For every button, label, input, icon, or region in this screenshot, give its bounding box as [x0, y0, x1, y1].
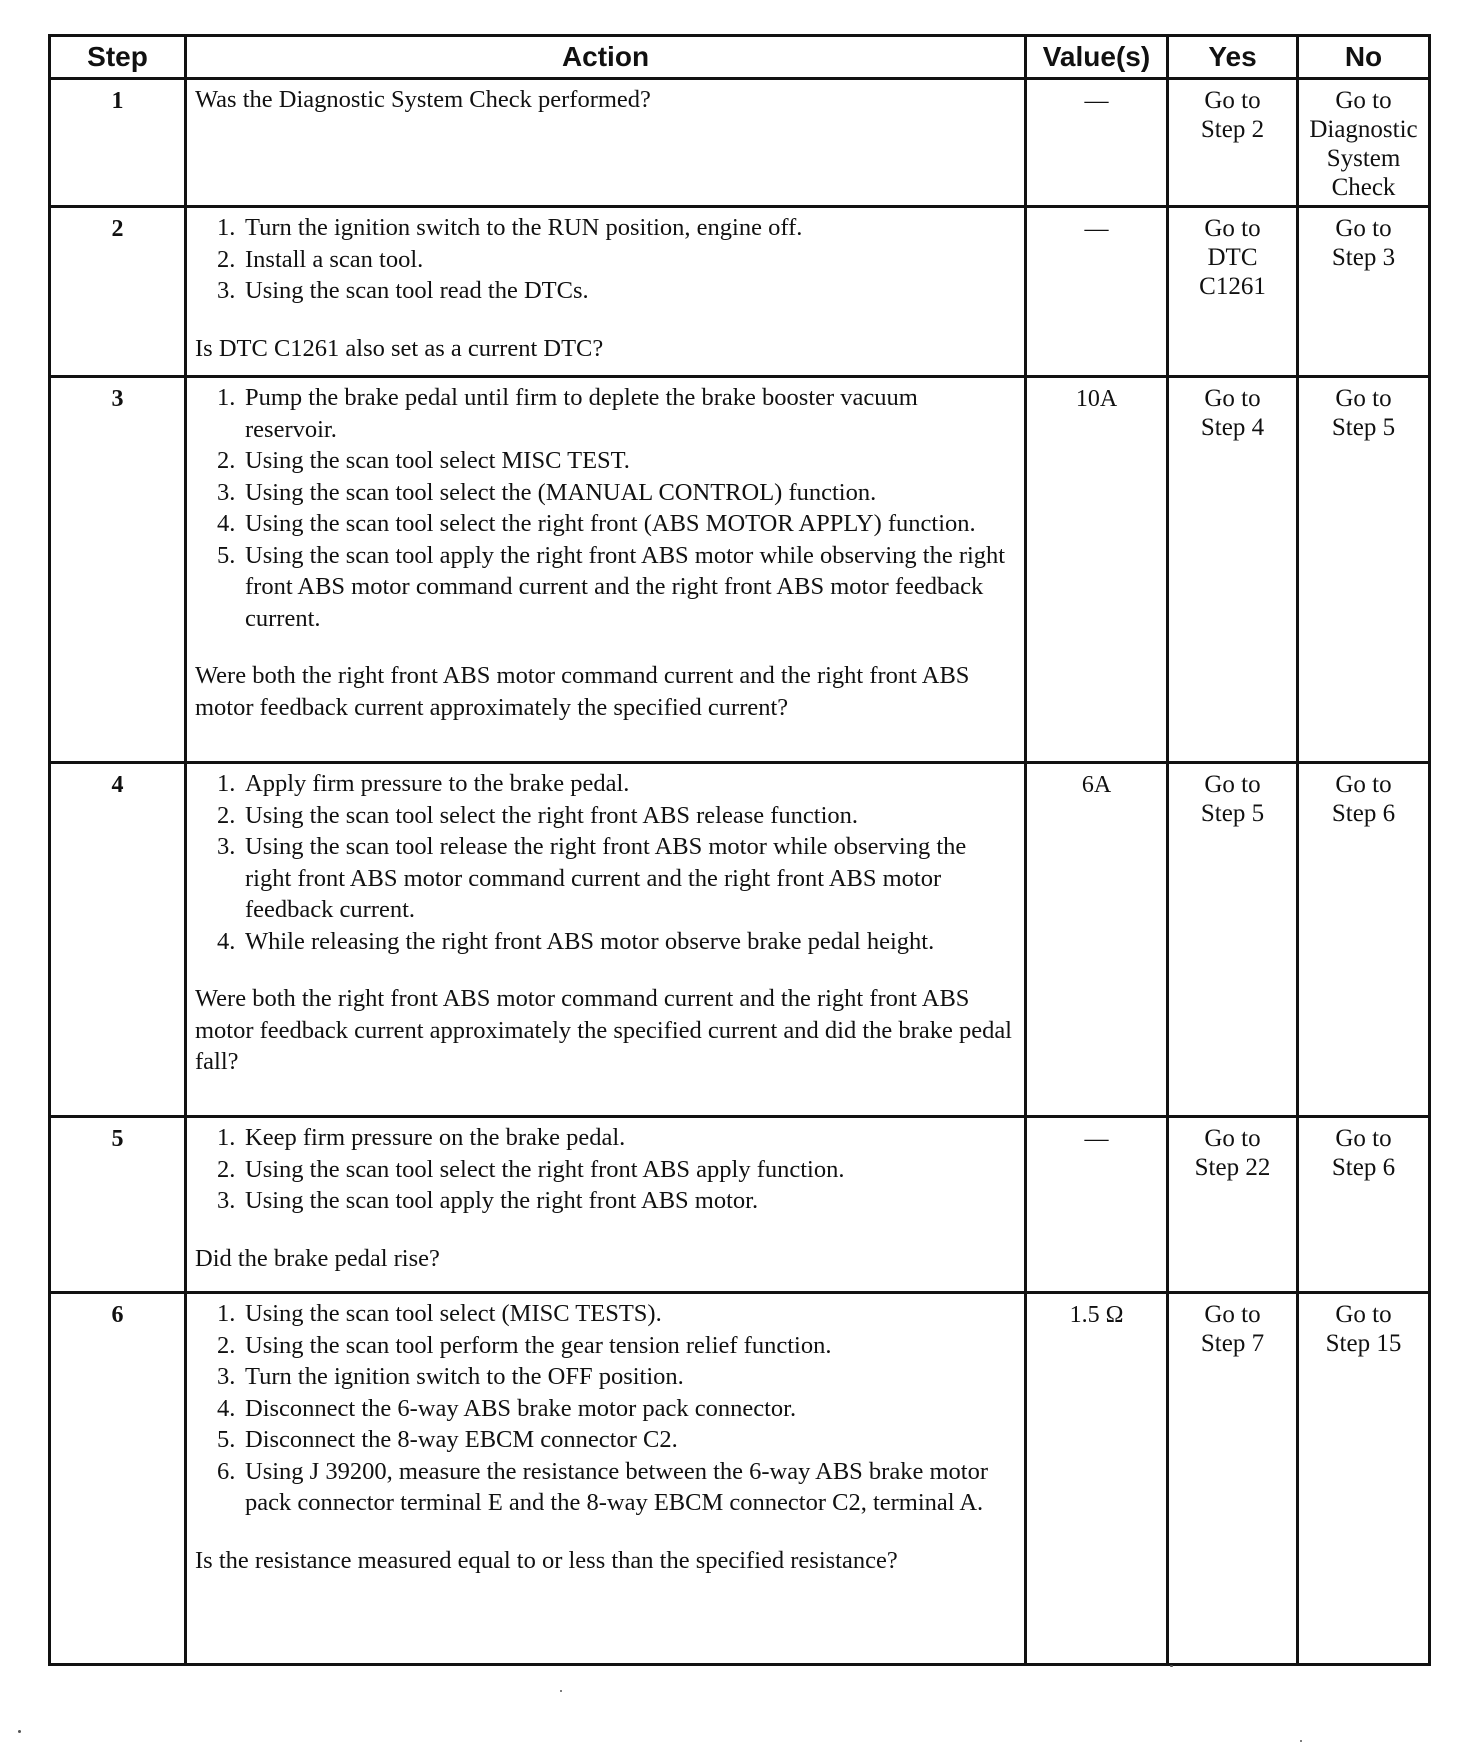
no-line: Step 6	[1331, 1154, 1396, 1181]
yes-cell	[1168, 79, 1298, 207]
no-line: Go to	[1335, 1125, 1392, 1152]
action-step-item	[217, 540, 1014, 635]
no-line: Check	[1331, 174, 1396, 201]
table-row	[50, 79, 1430, 207]
scan-speck	[18, 1730, 21, 1733]
no-line: Go to	[1335, 771, 1392, 798]
action-step-number: 4.	[217, 1394, 236, 1422]
yes-line: Go to	[1204, 1125, 1261, 1152]
spacer	[195, 634, 1014, 660]
action-step-item	[217, 1298, 1014, 1330]
yes-line: DTC	[1207, 244, 1258, 271]
question-text: Were both the right front ABS motor command current and the right front ABS motor feedback current approximately the specified current and did the brake pedal fall?	[195, 985, 1012, 1075]
value-cell: 10A	[1026, 377, 1168, 763]
no-line: Go to	[1335, 1301, 1392, 1328]
action-step-item	[217, 768, 1014, 800]
action-step-number: 1.	[217, 214, 236, 241]
yes-cell	[1168, 1117, 1298, 1293]
yes-line: Step 7	[1200, 1330, 1265, 1357]
step-number: 5	[50, 1117, 186, 1293]
spacer	[195, 307, 1014, 333]
action-step-number: 3.	[217, 1187, 236, 1214]
no-cell	[1298, 1117, 1430, 1293]
header-row	[50, 36, 1430, 79]
yes-cell	[1168, 377, 1298, 763]
action-step-text: Using the scan tool read the DTCs.	[245, 277, 589, 304]
action-step-item	[217, 800, 1014, 832]
action-steps-list	[195, 768, 1014, 957]
action-step-text: Disconnect the 8-way EBCM connector C2.	[245, 1426, 678, 1453]
yes-line: Go to	[1204, 87, 1261, 114]
table-body	[50, 79, 1430, 1665]
value-cell: —	[1026, 207, 1168, 377]
no-cell	[1298, 763, 1430, 1117]
action-step-number: 5.	[217, 541, 236, 569]
action-step-item	[217, 244, 1014, 276]
action-step-item	[217, 1424, 1014, 1456]
scan-speck	[560, 1690, 562, 1692]
action-step-number: 6.	[217, 1457, 236, 1485]
value-cell: 6A	[1026, 763, 1168, 1117]
action-step-item	[217, 477, 1014, 509]
header-value: Value(s)	[1026, 36, 1168, 79]
header-yes: Yes	[1168, 36, 1298, 79]
action-step-number: 2.	[217, 447, 236, 474]
yes-cell	[1168, 1293, 1298, 1665]
action-step-number: 3.	[217, 277, 236, 304]
action-step-item	[217, 212, 1014, 244]
action-cell	[186, 377, 1026, 763]
no-line: Step 3	[1331, 244, 1396, 271]
action-step-text: Install a scan tool.	[245, 245, 424, 273]
value-cell: —	[1026, 1117, 1168, 1293]
yes-line: Go to	[1204, 771, 1261, 798]
action-step-text: Using the scan tool select the right front ABS apply function.	[245, 1155, 845, 1183]
action-step-number: 2.	[217, 1331, 236, 1359]
scan-speck	[1170, 1665, 1173, 1667]
action-step-text: Using J 39200, measure the resistance between the 6-way ABS brake motor pack connector terminal E and the 8-way EBCM connector C2, terminal A.	[245, 1457, 988, 1516]
no-line: System	[1326, 145, 1401, 172]
action-cell	[186, 763, 1026, 1117]
action-step-item	[217, 275, 1014, 307]
action-step-item	[217, 1456, 1014, 1519]
action-step-item	[217, 1361, 1014, 1393]
action-step-item	[217, 1330, 1014, 1362]
spacer	[195, 957, 1014, 983]
action-step-number: 4.	[217, 510, 236, 537]
action-step-text: Using the scan tool select the right front (ABS MOTOR APPLY) function.	[245, 510, 976, 537]
action-step-item	[217, 508, 1014, 540]
action-step-text: Using the scan tool perform the gear tension relief function.	[245, 1331, 832, 1359]
action-step-number: 5.	[217, 1426, 236, 1453]
step-number: 3	[50, 377, 186, 763]
table-row	[50, 207, 1430, 377]
action-step-text: Using the scan tool apply the right front ABS motor.	[245, 1187, 759, 1214]
spacer	[195, 1519, 1014, 1545]
action-step-number: 4.	[217, 927, 236, 955]
action-step-text: Using the scan tool select (MISC TESTS).	[245, 1300, 662, 1327]
no-line: Step 15	[1325, 1330, 1402, 1357]
action-step-item	[217, 831, 1014, 926]
yes-line: Step 2	[1200, 116, 1265, 143]
diagnostic-page	[48, 34, 1428, 1666]
no-line: Diagnostic	[1309, 116, 1418, 143]
question-text: Were both the right front ABS motor command current and the right front ABS motor feedback current approximately the specified current?	[195, 662, 970, 721]
action-steps-list	[195, 1122, 1014, 1217]
action-step-item	[217, 445, 1014, 477]
yes-line: Go to	[1204, 385, 1261, 412]
yes-line: Go to	[1204, 1301, 1261, 1328]
action-step-number: 3.	[217, 478, 236, 506]
action-step-text: Using the scan tool apply the right front ABS motor while observing the right front ABS motor command current and the right front ABS motor feedback current.	[245, 541, 1006, 632]
no-line: Go to	[1335, 87, 1392, 114]
step-number: 1	[50, 79, 186, 207]
action-step-text: Keep firm pressure on the brake pedal.	[245, 1124, 626, 1151]
action-steps-list	[195, 212, 1014, 307]
value-cell: —	[1026, 79, 1168, 207]
action-step-text: While releasing the right front ABS motor observe brake pedal height.	[245, 927, 935, 955]
action-step-number: 3.	[217, 1363, 236, 1390]
question-text: Is the resistance measured equal to or less than the specified resistance?	[195, 1546, 898, 1574]
header-action: Action	[186, 36, 1026, 79]
action-step-text: Pump the brake pedal until firm to deplete the brake booster vacuum reservoir.	[245, 384, 918, 443]
yes-cell	[1168, 207, 1298, 377]
action-step-item	[217, 382, 1014, 445]
header-no: No	[1298, 36, 1430, 79]
scan-speck	[1300, 1740, 1302, 1742]
question-text: Was the Diagnostic System Check performed?	[195, 86, 651, 113]
table-row	[50, 1117, 1430, 1293]
yes-line: Step 5	[1200, 800, 1265, 827]
action-step-number: 3.	[217, 833, 236, 860]
action-step-number: 2.	[217, 801, 236, 829]
no-cell	[1298, 377, 1430, 763]
action-step-number: 2.	[217, 1155, 236, 1183]
value-cell: 1.5 Ω	[1026, 1293, 1168, 1665]
no-line: Go to	[1335, 215, 1392, 242]
no-line: Step 6	[1331, 800, 1396, 827]
action-step-number: 1.	[217, 1300, 236, 1327]
yes-line: Step 22	[1194, 1154, 1271, 1181]
no-cell	[1298, 79, 1430, 207]
action-step-item	[217, 926, 1014, 958]
action-step-item	[217, 1154, 1014, 1186]
action-step-text: Turn the ignition switch to the OFF position.	[245, 1363, 684, 1390]
table-row	[50, 1293, 1430, 1665]
action-step-text: Disconnect the 6-way ABS brake motor pack connector.	[245, 1394, 797, 1422]
yes-line: C1261	[1199, 273, 1266, 300]
no-cell	[1298, 1293, 1430, 1665]
no-cell	[1298, 207, 1430, 377]
action-step-number: 2.	[217, 245, 236, 273]
question-text: Did the brake pedal rise?	[195, 1244, 440, 1272]
header-step: Step	[50, 36, 186, 79]
action-step-text: Using the scan tool select the right front ABS release function.	[245, 801, 859, 829]
yes-line: Go to	[1204, 215, 1261, 242]
action-cell	[186, 1117, 1026, 1293]
action-step-number: 1.	[217, 1124, 236, 1151]
step-number: 2	[50, 207, 186, 377]
no-line: Go to	[1335, 385, 1392, 412]
action-step-text: Apply firm pressure to the brake pedal.	[245, 770, 630, 797]
action-step-number: 1.	[217, 384, 236, 411]
action-steps-list	[195, 382, 1014, 634]
table-row	[50, 377, 1430, 763]
action-steps-list	[195, 1298, 1014, 1519]
question-text: Is DTC C1261 also set as a current DTC?	[195, 334, 604, 362]
action-step-number: 1.	[217, 770, 236, 797]
action-cell	[186, 79, 1026, 207]
no-line: Step 5	[1331, 414, 1396, 441]
action-step-item	[217, 1393, 1014, 1425]
action-step-text: Using the scan tool select MISC TEST.	[245, 447, 630, 474]
action-cell	[186, 1293, 1026, 1665]
step-number: 6	[50, 1293, 186, 1665]
spacer	[195, 1217, 1014, 1243]
action-cell	[186, 207, 1026, 377]
step-number: 4	[50, 763, 186, 1117]
action-step-item	[217, 1185, 1014, 1217]
diagnostic-table	[48, 34, 1431, 1666]
action-step-text: Using the scan tool select the (MANUAL CONTROL) function.	[245, 478, 877, 506]
yes-cell	[1168, 763, 1298, 1117]
yes-line: Step 4	[1200, 414, 1265, 441]
action-step-text: Using the scan tool release the right front ABS motor while observing the right front ABS motor command current and the right front ABS motor feedback current.	[245, 833, 967, 923]
table-row	[50, 763, 1430, 1117]
action-step-text: Turn the ignition switch to the RUN position, engine off.	[245, 214, 803, 241]
action-step-item	[217, 1122, 1014, 1154]
